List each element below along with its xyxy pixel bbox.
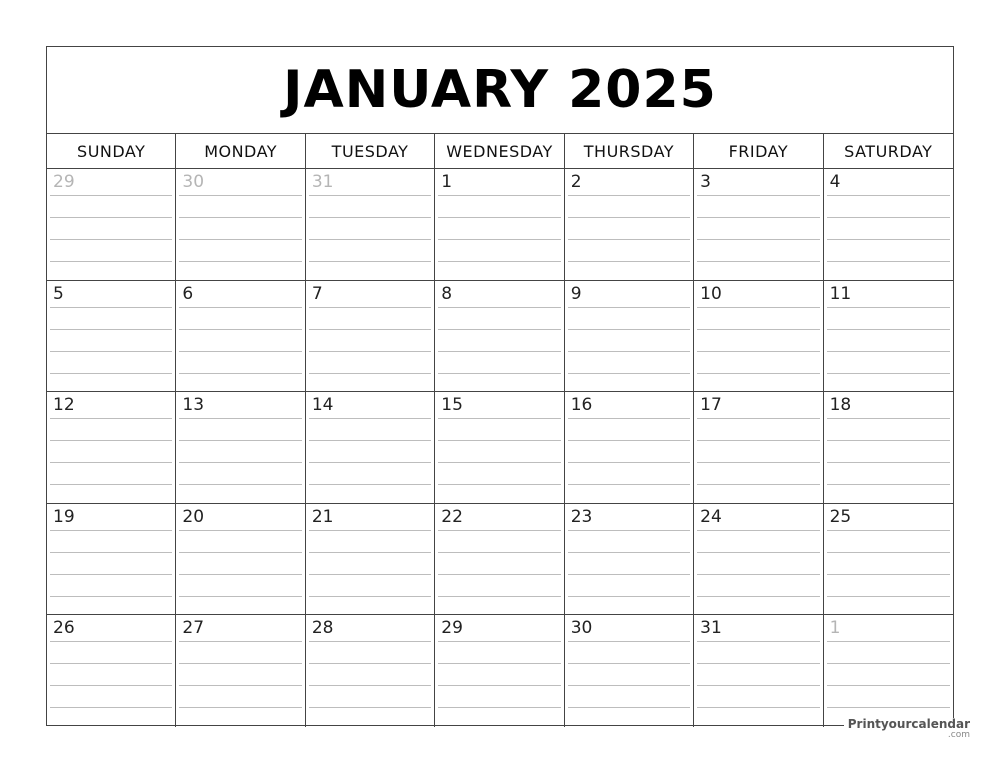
week-row [47, 169, 953, 281]
note-line [568, 707, 690, 708]
title-bar [47, 47, 953, 134]
day-number: 22 [441, 506, 463, 527]
note-line [827, 462, 950, 463]
day-number: 15 [441, 395, 463, 416]
note-line [438, 685, 560, 686]
note-line [309, 462, 431, 463]
day-cell [306, 281, 435, 392]
day-number: 17 [700, 395, 722, 416]
note-line [309, 307, 431, 308]
day-cell [824, 615, 953, 727]
day-number: 12 [53, 395, 75, 416]
week-row [47, 281, 953, 393]
note-line [309, 685, 431, 686]
day-number: 16 [570, 395, 593, 416]
note-line [827, 596, 950, 597]
note-line [697, 530, 819, 531]
day-number: 24 [700, 506, 722, 527]
note-line [827, 552, 950, 553]
day-number: 1 [441, 172, 453, 192]
note-line [568, 530, 690, 531]
note-line [50, 685, 172, 686]
note-line [697, 373, 819, 374]
note-line [50, 552, 172, 553]
day-cell [435, 504, 564, 615]
note-line [568, 195, 690, 196]
note-line [827, 641, 950, 642]
note-line [179, 462, 301, 463]
note-line [697, 596, 819, 597]
note-line [697, 574, 819, 575]
note-line [50, 261, 172, 262]
note-line [438, 440, 560, 441]
day-cell [306, 504, 435, 615]
note-line [50, 462, 172, 463]
note-line [438, 641, 560, 642]
day-number: 29 [53, 172, 75, 192]
note-line [827, 707, 950, 708]
day-cell [824, 504, 953, 615]
note-line [827, 373, 950, 374]
note-line [438, 217, 560, 218]
note-line [438, 552, 560, 553]
note-line [697, 641, 819, 642]
note-line [568, 641, 690, 642]
note-line [179, 552, 301, 553]
day-number: 7 [311, 283, 323, 304]
note-line [827, 663, 950, 664]
weekday-wednesday: WEDNESDAY [435, 134, 564, 168]
day-number: 31 [700, 618, 722, 639]
note-line [50, 641, 172, 642]
day-number: 28 [311, 618, 334, 639]
brand-tld: .com [947, 730, 970, 741]
note-line [50, 373, 172, 374]
note-line [697, 440, 819, 441]
note-line [697, 484, 819, 485]
note-line [827, 440, 950, 441]
note-line [697, 663, 819, 664]
note-line [438, 261, 560, 262]
weekday-saturday: SATURDAY [844, 141, 933, 161]
note-line [827, 239, 950, 240]
note-line [179, 373, 301, 374]
note-line [309, 484, 431, 485]
note-line [568, 596, 690, 597]
day-cell [694, 504, 823, 615]
note-line [179, 195, 301, 196]
day-number: 23 [570, 506, 593, 527]
note-line [438, 351, 560, 352]
note-line [309, 663, 431, 664]
note-line [179, 574, 301, 575]
note-line [309, 195, 431, 196]
note-line [827, 261, 950, 262]
day-cell [694, 281, 823, 392]
note-line [309, 217, 431, 218]
note-line [179, 329, 301, 330]
note-line [827, 329, 950, 330]
day-cell [47, 615, 176, 727]
day-cell [176, 281, 305, 392]
day-cell [47, 504, 176, 615]
note-line [568, 552, 690, 553]
day-cell [565, 281, 694, 392]
day-number: 29 [441, 618, 463, 639]
note-line [50, 217, 172, 218]
note-line [438, 307, 560, 308]
note-line [697, 261, 819, 262]
day-cell [47, 169, 176, 280]
note-line [309, 239, 431, 240]
note-line [827, 685, 950, 686]
day-number: 9 [570, 283, 582, 304]
note-line [697, 239, 819, 240]
day-number: 21 [311, 506, 334, 527]
note-line [568, 462, 690, 463]
note-line [568, 440, 690, 441]
day-number: 10 [700, 283, 722, 304]
note-line [179, 239, 301, 240]
note-line [827, 307, 950, 308]
note-line [438, 239, 560, 240]
note-line [309, 707, 431, 708]
note-line [697, 351, 819, 352]
day-cell [176, 169, 305, 280]
weekday-monday: MONDAY [176, 134, 305, 168]
weekday-friday: FRIDAY [694, 134, 823, 168]
note-line [309, 261, 431, 262]
note-line [697, 418, 819, 419]
day-cell [435, 169, 564, 280]
day-cell [47, 392, 176, 503]
note-line [179, 261, 301, 262]
note-line [697, 707, 819, 708]
note-line [697, 552, 819, 553]
note-line [309, 440, 431, 441]
note-line [697, 462, 819, 463]
note-line [827, 351, 950, 352]
weekday-sunday: SUNDAY [47, 134, 176, 168]
calendar [46, 46, 954, 726]
note-line [179, 707, 301, 708]
note-line [827, 574, 950, 575]
day-cell [435, 392, 564, 503]
note-line [568, 418, 690, 419]
day-number: 11 [829, 283, 852, 304]
day-number: 3 [700, 172, 711, 192]
day-number: 19 [53, 506, 75, 527]
day-cell [306, 392, 435, 503]
note-line [50, 440, 172, 441]
day-cell [176, 392, 305, 503]
note-line [568, 484, 690, 485]
note-line [50, 329, 172, 330]
week-row [47, 615, 953, 727]
note-line [568, 261, 690, 262]
brand-logo [844, 718, 974, 740]
note-line [179, 530, 301, 531]
note-line [697, 195, 819, 196]
note-line [50, 663, 172, 664]
note-line [179, 596, 301, 597]
note-line [309, 552, 431, 553]
day-cell [565, 392, 694, 503]
note-line [309, 641, 431, 642]
note-line [179, 641, 301, 642]
note-line [568, 239, 690, 240]
note-line [309, 418, 431, 419]
note-line [438, 418, 560, 419]
note-line [568, 373, 690, 374]
day-number: 25 [829, 506, 852, 527]
day-number: 14 [311, 395, 334, 416]
day-number: 27 [182, 618, 205, 639]
day-cell [824, 281, 953, 392]
note-line [309, 530, 431, 531]
note-line [179, 440, 301, 441]
day-cell [565, 504, 694, 615]
note-line [179, 217, 301, 218]
note-line [568, 685, 690, 686]
note-line [697, 217, 819, 218]
day-number: 2 [570, 172, 582, 192]
note-line [179, 685, 301, 686]
weekday-thursday: THURSDAY [565, 134, 694, 168]
note-line [697, 307, 819, 308]
brand-name: Printyourcalendar [847, 717, 970, 731]
note-line [438, 574, 560, 575]
note-line [179, 484, 301, 485]
note-line [438, 373, 560, 374]
note-line [568, 351, 690, 352]
day-number: 18 [829, 395, 852, 416]
day-number: 4 [829, 172, 841, 192]
day-number: 26 [53, 618, 75, 639]
note-line [568, 574, 690, 575]
note-line [309, 329, 431, 330]
note-line [827, 418, 950, 419]
note-line [309, 596, 431, 597]
note-line [50, 574, 172, 575]
weeks-grid [47, 169, 953, 727]
day-number: 30 [570, 618, 593, 639]
note-line [179, 307, 301, 308]
note-line [438, 707, 560, 708]
note-line [438, 484, 560, 485]
day-number: 20 [182, 506, 205, 527]
calendar-title: JANUARY 2025 [283, 60, 717, 120]
note-line [568, 217, 690, 218]
day-cell [824, 169, 953, 280]
note-line [438, 663, 560, 664]
weekday-tuesday: TUESDAY [306, 134, 435, 168]
day-cell [565, 615, 694, 727]
note-line [697, 329, 819, 330]
note-line [309, 574, 431, 575]
day-cell [824, 392, 953, 503]
day-number: 13 [182, 395, 205, 416]
note-line [50, 484, 172, 485]
note-line [827, 530, 950, 531]
day-cell [47, 281, 176, 392]
day-cell [435, 281, 564, 392]
weekday-header [47, 134, 953, 169]
week-row [47, 504, 953, 616]
day-cell [176, 615, 305, 727]
day-number: 1 [829, 618, 841, 639]
note-line [438, 329, 560, 330]
note-line [568, 307, 690, 308]
note-line [50, 307, 172, 308]
day-cell [565, 169, 694, 280]
note-line [827, 195, 950, 196]
note-line [438, 596, 560, 597]
note-line [438, 195, 560, 196]
note-line [50, 707, 172, 708]
note-line [50, 239, 172, 240]
note-line [568, 663, 690, 664]
note-line [50, 530, 172, 531]
day-cell [306, 615, 435, 727]
note-line [179, 418, 301, 419]
day-cell [694, 169, 823, 280]
day-number: 31 [311, 172, 334, 192]
day-number: 6 [182, 283, 194, 304]
note-line [438, 462, 560, 463]
note-line [309, 351, 431, 352]
day-number: 8 [441, 283, 453, 304]
note-line [179, 663, 301, 664]
note-line [179, 351, 301, 352]
note-line [827, 217, 950, 218]
day-cell [176, 504, 305, 615]
day-cell [694, 392, 823, 503]
day-cell [694, 615, 823, 727]
note-line [50, 418, 172, 419]
note-line [438, 530, 560, 531]
day-number: 5 [53, 283, 64, 304]
note-line [309, 373, 431, 374]
day-cell [435, 615, 564, 727]
note-line [568, 329, 690, 330]
note-line [50, 195, 172, 196]
note-line [827, 484, 950, 485]
week-row [47, 392, 953, 504]
note-line [50, 351, 172, 352]
day-cell [306, 169, 435, 280]
note-line [50, 596, 172, 597]
note-line [697, 685, 819, 686]
day-number: 30 [182, 172, 205, 192]
